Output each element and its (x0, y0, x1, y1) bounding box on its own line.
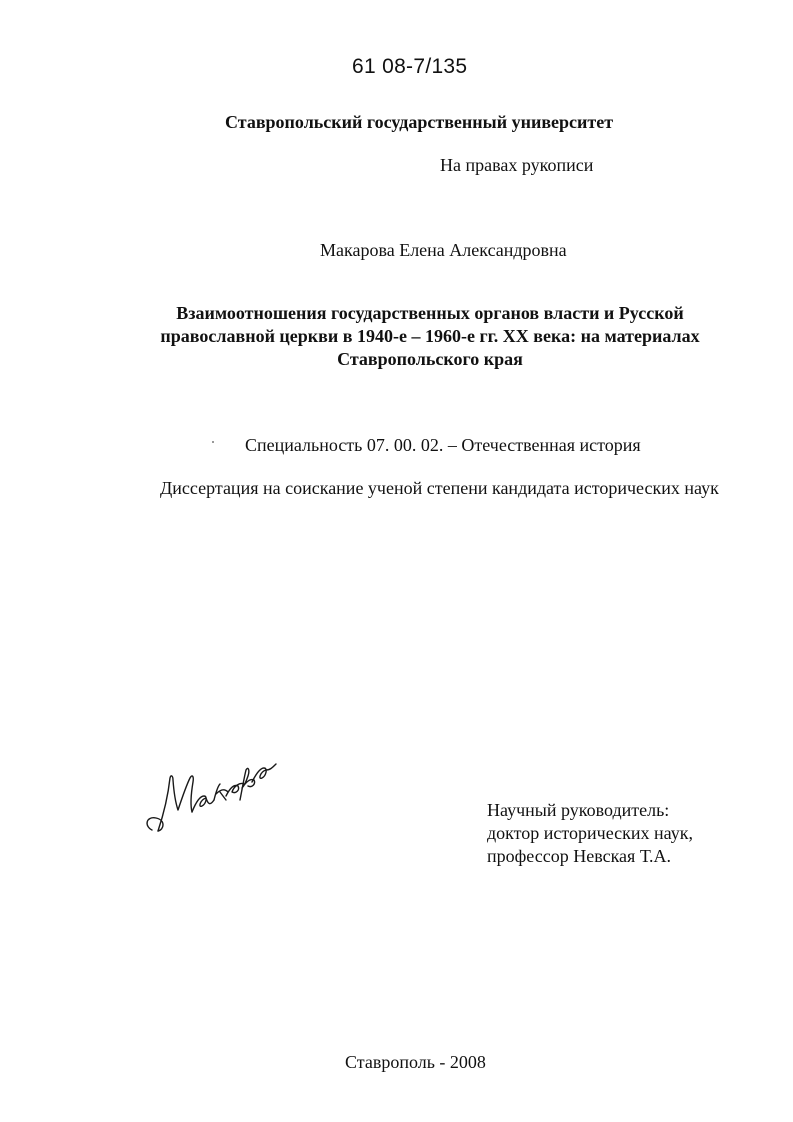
archive-code: 61 08-7/135 (352, 55, 468, 78)
specialty: Специальность 07. 00. 02. – Отечественная история (245, 435, 641, 455)
title-line: Ставропольского края (337, 349, 523, 369)
author-name: Макарова Елена Александровна (320, 240, 567, 260)
scientific-advisor (487, 799, 693, 868)
city-year: Ставрополь - 2008 (345, 1052, 486, 1072)
title-line: православной церкви в 1940-е – 1960-е гг. XX века: на материалах (160, 326, 700, 346)
scan-speck (212, 441, 214, 443)
dissertation-title (100, 302, 760, 371)
university-name: Ставропольский государственный университет (225, 112, 614, 132)
title-line: Взаимоотношения государственных органов власти и Русской (176, 303, 684, 323)
advisor-line: профессор Невская Т.А. (487, 846, 672, 866)
advisor-line: Научный руководитель: (487, 800, 670, 820)
handwritten-signature (140, 738, 280, 843)
degree-statement: Диссертация на соискание ученой степени кандидата исторических наук (160, 478, 719, 498)
advisor-line: доктор исторических наук, (487, 823, 693, 843)
manuscript-note: На правах рукописи (440, 155, 594, 175)
